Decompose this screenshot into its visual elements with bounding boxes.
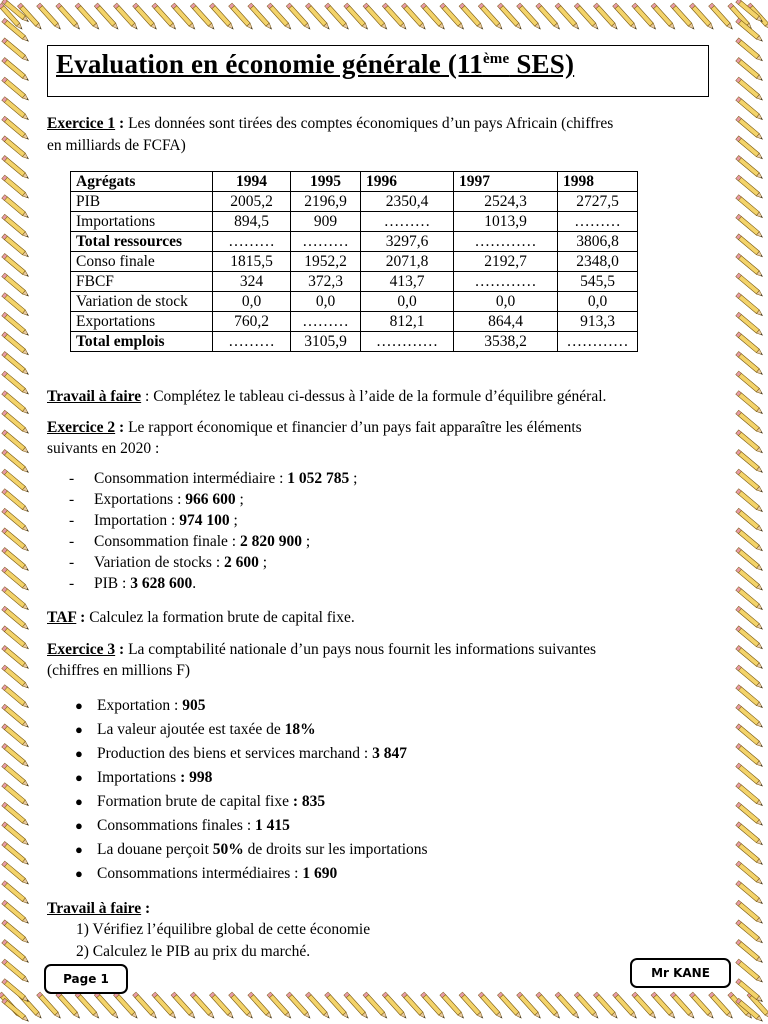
page-title-main: Evaluation en économie générale (11 bbox=[56, 49, 483, 79]
pencil-border-top bbox=[0, 0, 768, 36]
table-cell: 812,1 bbox=[361, 312, 454, 332]
exercise-1-task-label: Travail à faire bbox=[47, 388, 142, 405]
list-marker: ● bbox=[75, 794, 83, 809]
item-label: Formation brute de capital fixe bbox=[97, 793, 293, 810]
list-marker: - bbox=[69, 575, 75, 592]
list-marker: ● bbox=[75, 770, 83, 785]
list-item bbox=[47, 838, 428, 862]
exercise-2-task bbox=[47, 607, 355, 628]
table-cell: 0,0 bbox=[291, 292, 361, 312]
table-cell: 0,0 bbox=[361, 292, 454, 312]
item-label: Consommation intermédiaire : bbox=[94, 470, 288, 487]
exercise-2-intro-line-2: suivants en 2020 : bbox=[47, 440, 160, 457]
table-cell: Conso finale bbox=[71, 252, 213, 272]
table-cell: ……… bbox=[291, 232, 361, 252]
list-item bbox=[47, 790, 428, 814]
item-label: Production des biens et services marchand : bbox=[97, 745, 373, 762]
table-cell: PIB bbox=[71, 192, 213, 212]
table-cell: 1952,2 bbox=[291, 252, 361, 272]
pencil-border-left bbox=[0, 0, 34, 1024]
item-value: 1 052 785 bbox=[287, 470, 350, 487]
item-value: 3 847 bbox=[372, 745, 407, 762]
pencil-border-bottom bbox=[0, 990, 768, 1024]
exercise-3-separator: : bbox=[115, 641, 125, 658]
exercise-1-label: Exercice 1 bbox=[47, 115, 116, 132]
list-item bbox=[47, 531, 357, 552]
exercise-3-intro bbox=[47, 639, 596, 660]
page-title bbox=[56, 49, 574, 80]
table-cell: Importations bbox=[71, 212, 213, 232]
table-cell: 894,5 bbox=[213, 212, 291, 232]
list-item bbox=[47, 489, 357, 510]
table-cell: 2350,4 bbox=[361, 192, 454, 212]
list-marker: ● bbox=[75, 722, 83, 737]
table-cell: ……… bbox=[291, 312, 361, 332]
item-label: Variation de stocks : bbox=[94, 554, 225, 571]
title-box bbox=[47, 45, 709, 97]
table-cell: 2192,7 bbox=[454, 252, 558, 272]
exercise-3-intro-line-2: (chiffres en millions F) bbox=[47, 662, 191, 679]
table-row bbox=[71, 232, 638, 252]
item-label: La valeur ajoutée est taxée de bbox=[97, 721, 285, 738]
list-marker: ● bbox=[75, 698, 83, 713]
list-item bbox=[47, 718, 428, 742]
table-cell: 913,3 bbox=[558, 312, 638, 332]
table-cell: ……… bbox=[558, 212, 638, 232]
table-row bbox=[71, 312, 638, 332]
table-cell: ……… bbox=[213, 332, 291, 352]
item-value: 3 628 600 bbox=[130, 575, 193, 592]
page-number: Page 1 bbox=[63, 972, 109, 986]
item-value: 1 690 bbox=[302, 865, 338, 882]
pencil-icon bbox=[2, 998, 30, 1023]
exercise-2-task-label: TAF bbox=[47, 609, 77, 626]
table-header-cell: Agrégats bbox=[71, 172, 213, 192]
exercise-2-list bbox=[47, 468, 357, 594]
exercise-3-task-separator: : bbox=[141, 900, 151, 917]
list-marker: - bbox=[69, 470, 75, 487]
table-cell: 2524,3 bbox=[454, 192, 558, 212]
exercise-3-task-label: Travail à faire bbox=[47, 900, 142, 917]
exercise-2-intro bbox=[47, 417, 582, 438]
table-cell: Exportations bbox=[71, 312, 213, 332]
item-suffix: ; bbox=[258, 554, 268, 571]
exercise-3-intro-line-1: La comptabilité nationale d’un pays nous fournit les informations suivantes bbox=[124, 641, 596, 658]
item-label: Exportation : bbox=[97, 697, 183, 714]
list-marker: - bbox=[69, 554, 75, 571]
item-value: 1 415 bbox=[255, 817, 290, 834]
table-row bbox=[71, 272, 638, 292]
page-number-box bbox=[44, 964, 128, 994]
table-cell: 3806,8 bbox=[558, 232, 638, 252]
list-marker: ● bbox=[75, 746, 83, 761]
table-cell: 324 bbox=[213, 272, 291, 292]
table-cell: ……… bbox=[213, 232, 291, 252]
list-item bbox=[47, 766, 428, 790]
item-value: 905 bbox=[182, 697, 206, 714]
list-marker: ● bbox=[75, 818, 83, 833]
list-item bbox=[47, 694, 428, 718]
list-item bbox=[47, 573, 357, 594]
item-suffix: ; bbox=[229, 512, 238, 529]
table-cell: 760,2 bbox=[213, 312, 291, 332]
item-value: 974 100 bbox=[179, 512, 230, 529]
exercise-1-task-text: : Complétez le tableau ci-dessus à l’aide de la formule d’équilibre général. bbox=[141, 388, 607, 405]
item-value: 2 820 900 bbox=[239, 533, 302, 550]
table-cell: ………… bbox=[361, 332, 454, 352]
exercise-2-task-text: Calculez la formation brute de capital fixe. bbox=[85, 609, 355, 626]
list-marker: - bbox=[69, 533, 75, 550]
list-item bbox=[47, 468, 357, 489]
list-marker: - bbox=[69, 491, 75, 508]
exercise-1-separator: : bbox=[115, 115, 125, 132]
table-row bbox=[71, 292, 638, 312]
author-name: Mr KANE bbox=[651, 966, 710, 980]
table-cell: 0,0 bbox=[558, 292, 638, 312]
page-title-end: SES) bbox=[509, 49, 575, 79]
table-header-cell: 1996 bbox=[361, 172, 454, 192]
table-cell: 413,7 bbox=[361, 272, 454, 292]
list-item bbox=[47, 552, 357, 573]
list-marker: ● bbox=[75, 866, 83, 881]
table-cell: ……… bbox=[361, 212, 454, 232]
list-item bbox=[47, 814, 428, 838]
exercise-2-separator: : bbox=[115, 419, 125, 436]
item-value: : 835 bbox=[292, 793, 326, 810]
item-label: Consommations intermédiaires : bbox=[97, 865, 303, 882]
table-cell: 3297,6 bbox=[361, 232, 454, 252]
table-cell: FBCF bbox=[71, 272, 213, 292]
table-cell: Total emplois bbox=[71, 332, 213, 352]
exercise-1-task bbox=[47, 386, 606, 407]
table-cell: 2196,9 bbox=[291, 192, 361, 212]
table-cell: 2348,0 bbox=[558, 252, 638, 272]
item-label: PIB : bbox=[94, 575, 131, 592]
item-label: Importation : bbox=[94, 512, 180, 529]
item-suffix: . bbox=[192, 575, 197, 592]
table-cell: 2727,5 bbox=[558, 192, 638, 212]
table-cell: 909 bbox=[291, 212, 361, 232]
pencil-strip bbox=[0, 0, 768, 36]
table-cell: ………… bbox=[454, 272, 558, 292]
pencil-strip bbox=[734, 0, 768, 1024]
pencil-strip bbox=[0, 0, 34, 1024]
item-label: Consommation finale : bbox=[94, 533, 240, 550]
pencil-strip bbox=[0, 990, 768, 1024]
author-box bbox=[630, 958, 731, 988]
exercise-3-task bbox=[47, 898, 150, 919]
table-header-cell: 1997 bbox=[454, 172, 558, 192]
item-suffix: ; bbox=[301, 533, 311, 550]
pencil-icon bbox=[736, 998, 764, 1023]
list-item bbox=[47, 862, 428, 886]
exercise-1-intro-line-1: Les données sont tirées des comptes économiques d’un pays Africain (chiffres bbox=[124, 115, 614, 132]
exercise-3-question-1: 1) Vérifiez l’équilibre global de cette économie bbox=[76, 921, 371, 938]
table-cell: 1013,9 bbox=[454, 212, 558, 232]
table-cell: 0,0 bbox=[213, 292, 291, 312]
item-value: 50% bbox=[212, 841, 244, 858]
table-cell: 1815,5 bbox=[213, 252, 291, 272]
item-label: Consommations finales : bbox=[97, 817, 256, 834]
exercise-3-label: Exercice 3 bbox=[47, 641, 116, 658]
item-label: Exportations : bbox=[94, 491, 186, 508]
list-marker: ● bbox=[75, 842, 83, 857]
table-cell: 0,0 bbox=[454, 292, 558, 312]
item-value: 18% bbox=[284, 721, 316, 738]
table-row bbox=[71, 252, 638, 272]
table-cell: Variation de stock bbox=[71, 292, 213, 312]
item-suffix: ; bbox=[235, 491, 244, 508]
table-row bbox=[71, 192, 638, 212]
table-row bbox=[71, 212, 638, 232]
table-cell: 545,5 bbox=[558, 272, 638, 292]
table-header-cell: 1998 bbox=[558, 172, 638, 192]
exercise-1-intro bbox=[47, 113, 613, 134]
table-cell: 2005,2 bbox=[213, 192, 291, 212]
item-value: 966 600 bbox=[185, 491, 236, 508]
table-cell: 372,3 bbox=[291, 272, 361, 292]
table-header-cell: 1994 bbox=[213, 172, 291, 192]
table-header-row bbox=[71, 172, 638, 192]
table-row bbox=[71, 332, 638, 352]
table-cell: Total ressources bbox=[71, 232, 213, 252]
economic-accounts-table bbox=[70, 171, 638, 352]
item-label: Importations bbox=[97, 769, 181, 786]
pencil-border-right bbox=[734, 0, 768, 1024]
table-cell: 3538,2 bbox=[454, 332, 558, 352]
item-suffix: ; bbox=[349, 470, 358, 487]
list-item bbox=[47, 742, 428, 766]
item-label: La douane perçoit bbox=[97, 841, 213, 858]
exercise-3-list bbox=[47, 694, 428, 886]
exercise-1-intro-line-2: en milliards de FCFA) bbox=[47, 137, 186, 154]
list-marker: - bbox=[69, 512, 75, 529]
table-cell: ………… bbox=[558, 332, 638, 352]
table-header-cell: 1995 bbox=[291, 172, 361, 192]
table-cell: 3105,9 bbox=[291, 332, 361, 352]
exercise-2-label: Exercice 2 bbox=[47, 419, 116, 436]
exercise-2-intro-line-1: Le rapport économique et financier d’un pays fait apparaître les éléments bbox=[124, 419, 582, 436]
exercise-3-question-2: 2) Calculez le PIB au prix du marché. bbox=[76, 943, 311, 960]
table-cell: 2071,8 bbox=[361, 252, 454, 272]
item-value: 2 600 bbox=[224, 554, 259, 571]
table-cell: ………… bbox=[454, 232, 558, 252]
list-item bbox=[47, 510, 357, 531]
exercise-2-task-separator: : bbox=[76, 609, 86, 626]
item-value: : 998 bbox=[180, 769, 213, 786]
page-title-superscript: ème bbox=[482, 51, 510, 67]
item-suffix: de droits sur les importations bbox=[243, 841, 428, 858]
table-cell: 864,4 bbox=[454, 312, 558, 332]
